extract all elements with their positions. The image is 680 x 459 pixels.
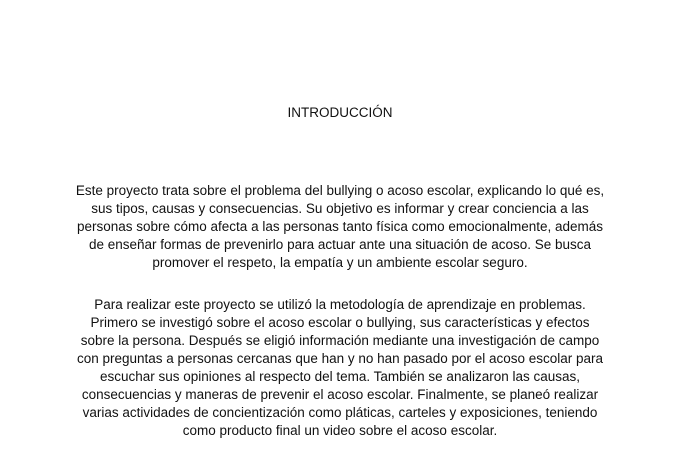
paragraph-methodology: Para realizar este proyecto se utilizó la metodología de aprendizaje en problemas. Primero se investigó sobre el acoso escolar o bullying, sus características y efectos sobre la persona. Después se eligió información mediante una investigación de campo con preguntas a personas cercanas que han y no han pasado por el acoso escolar para escuchar sus opiniones al respecto del tema. También se analizaron las causas, consecuencias y maneras de prevenir el acoso escolar. Finalmente, se planeó realizar varias actividades de concientización como pláticas, carteles y exposiciones, teniendo como producto final un video sobre el acoso escolar. <box>76 297 604 438</box>
page-title: INTRODUCCIÓN <box>287 105 393 120</box>
paragraph-intro: Este proyecto trata sobre el problema del bullying o acoso escolar, explicando lo qué es, sus tipos, causas y consecuencias. Su objetivo es informar y crear conciencia a las personas sobre cómo afecta a las personas tanto física como emocionalmente, además de enseñar formas de prevenirlo para actuar ante una situación de acoso. Se busca promover el respeto, la empatía y un ambiente escolar seguro. <box>75 183 605 270</box>
